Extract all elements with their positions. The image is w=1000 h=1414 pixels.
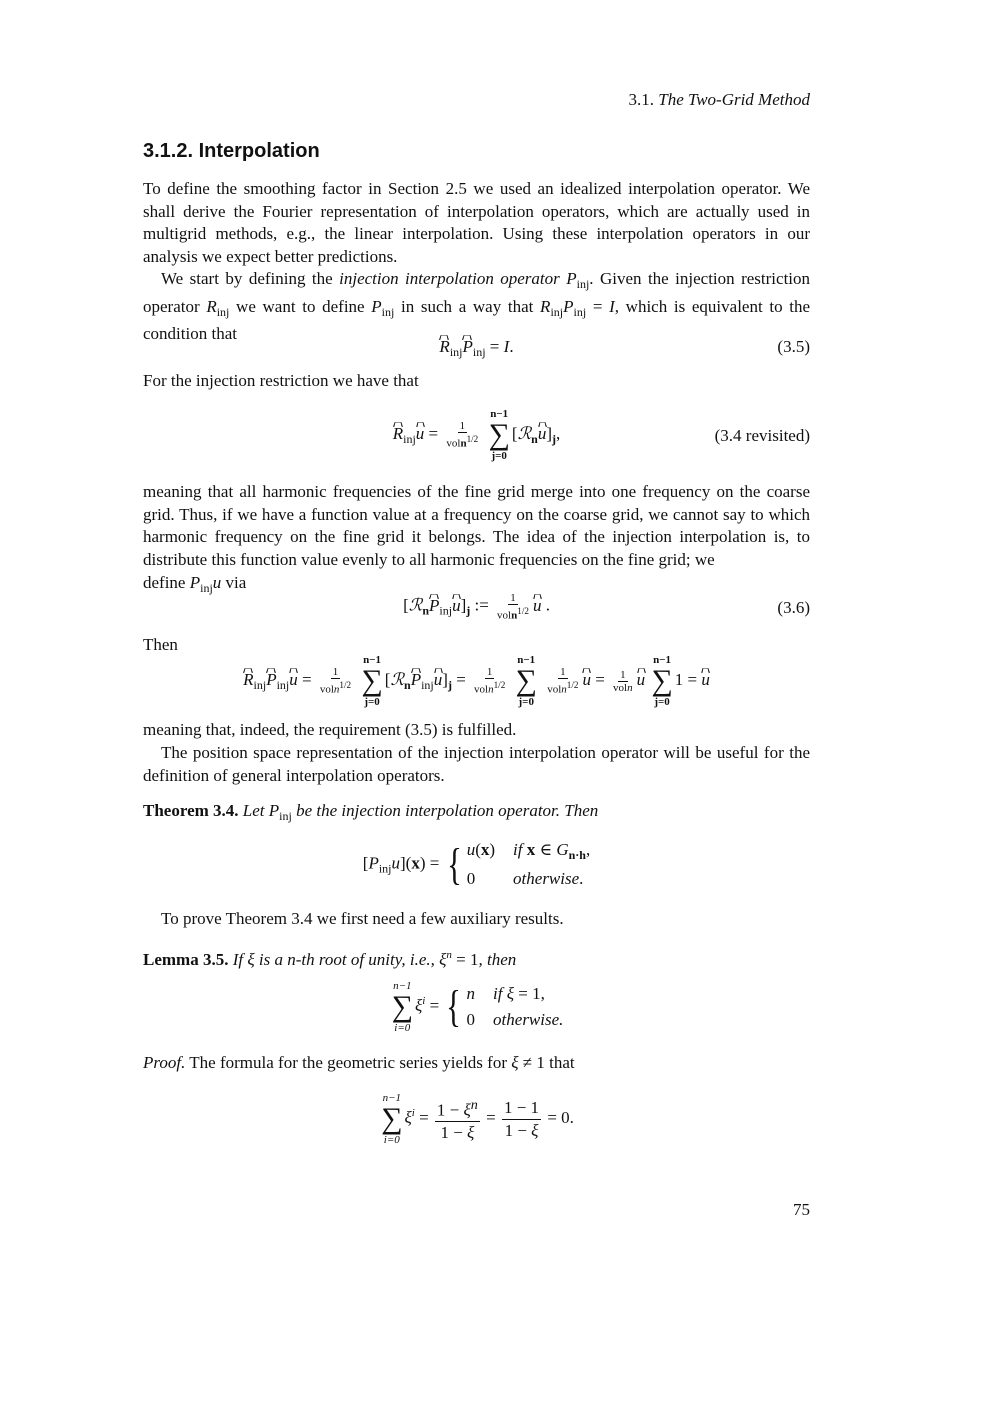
lemma-label: Lemma 3.5. — [143, 950, 229, 969]
header-section-title: The Two-Grid Method — [658, 90, 810, 109]
paragraph-intro: To define the smoothing factor in Section 2.5 we used an idealized interpolation operator. We shall derive the Fourier representation of interpolation operators, which are actually used in multigrid methods, e.g., the linear interpolation. Using these interpolation operators in our analysis we expect better predictions. — [143, 179, 810, 266]
paragraph-harmonic-frequencies: meaning that all harmonic frequencies of the fine grid merge into one frequency on the coarse grid. Thus, if we have a function value at a frequency on the coarse grid, we cannot say to which harmonic frequency on the fine grid it belongs. The idea of the injection interpolation is, to distribute this function value evenly to all harmonic frequencies on the fine grid; we — [143, 482, 810, 569]
header-section-number: 3.1. — [628, 90, 654, 109]
section-heading: 3.1.2. Interpolation — [143, 140, 320, 162]
equation-label-3-6: (3.6) — [777, 598, 810, 617]
equation-verification: $R_{inj}P_{inj}u$ = $\frac{1}{voln^{1/2}}$ n−1 ∑ j=0 $[ℛ_nP_{inj}u]_j$ = $\frac{1}{voln^{1/2}}$ n−1 ∑ j=0 $\frac{1}{voln^{1/2}}$ u = $\frac{1}{voln}$ u n−1 ∑ j=0 1 = u — [243, 654, 710, 708]
theorem-label: Theorem 3.4. — [143, 801, 239, 820]
lemma-3-5: Lemma 3.5. If ξ is a n-th root of unity, i.e., $\xi^n = 1$, then — [143, 949, 517, 969]
equation-3-5: $R_{inj}P_{inj} = I$. (3.5) — [439, 337, 810, 359]
paragraph-fulfilled: meaning that, indeed, the requirement (3.5) is fulfilled. — [143, 720, 517, 739]
theorem-equation: $[P_{inj}u](x)$ = { u(x) if x ∈ $G_{n\cdot h}$, 0 otherwise. — [362, 839, 591, 889]
proof: Proof. The formula for the geometric series yields for ξ ≠ 1 that — [143, 1053, 575, 1072]
theorem-3-4: Theorem 3.4. Let $P_{inj}$ be the injection interpolation operator. Then — [143, 801, 599, 823]
paragraph-position-space: The position space representation of the injection interpolation operator will be useful for the definition of general interpolation operators. — [143, 743, 810, 785]
then-label: Then — [143, 635, 178, 654]
equation-label-3-5: (3.5) — [777, 337, 810, 356]
paragraph-injection: We start by defining the injection interpolation operator $P_{inj}$. Given the injection restriction operator $R_{inj}$ we want to define $P_{inj}$ in such a way that $R_{inj}P_{inj} = I$, which is equivalent to the condition that — [143, 269, 811, 344]
paper-page — [143, 0, 810, 1414]
paragraph-auxiliary: To prove Theorem 3.4 we first need a few auxiliary results. — [161, 909, 564, 928]
lemma-equation: n−1 ∑ i=0 $\xi^i$ = { n if ξ = 1, 0 otherwise. — [391, 980, 564, 1034]
proof-equation: n−1 ∑ i=0 $\xi^i$ = $\frac{1 - \xi^n}{1 - \xi}$ = $\frac{1 - 1}{1 - \xi}$ = 0. — [381, 1092, 574, 1146]
running-header — [629, 90, 811, 110]
equation-3-6: $[ℛ_nP_{inj}u]_j$ := $\frac{1}{voln^{1/2}}$ u . (3.6) — [403, 592, 810, 622]
equation-label-3-4: (3.4 revisited) — [714, 426, 810, 445]
proof-label: Proof. — [143, 1053, 186, 1072]
paragraph-define-via: define $P_{inj}u$ via — [143, 573, 247, 595]
page-number: 75 — [793, 1200, 810, 1219]
equation-3-4-revisited: $R_{inj}u$ = $\frac{1}{voln^{1/2}}$ n−1 ∑ j=0 $[ℛ_nu]_j$, (3.4 revisited) — [392, 408, 810, 462]
paragraph-injection-restriction: For the injection restriction we have that — [143, 371, 419, 390]
